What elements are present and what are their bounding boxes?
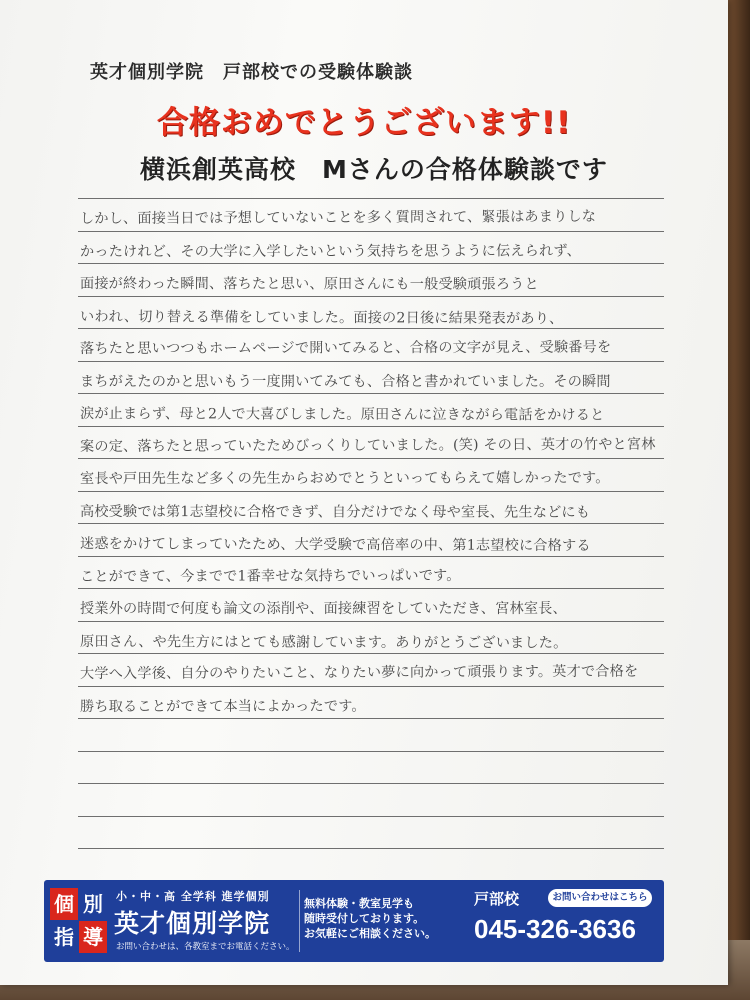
phone-number: 045-326-3636: [474, 914, 636, 944]
ruled-line: [78, 491, 664, 492]
banner-divider: [299, 890, 300, 952]
ruled-line: [78, 653, 664, 654]
ruled-line: [78, 198, 664, 199]
essay-line: 授業外の時間で何度も論文の添削や、面接練習をしていただき、宮林室長、: [80, 601, 567, 617]
inquiry-note: お問い合わせは、各教室までお電話ください。: [116, 942, 295, 952]
ruled-line: [78, 361, 664, 362]
badge-char: 導: [79, 921, 107, 953]
essay-line: いわれ、切り替える準備をしていました。面接の2日後に結果発表があり、: [79, 308, 564, 327]
essay-line: 勝ち取ることができて本当によかったです。: [79, 698, 366, 715]
branch-name: 戸部校: [474, 890, 520, 908]
ruled-line: [78, 393, 664, 394]
ruled-line: [78, 263, 664, 264]
essay-line: 涙が止まらず、母と2人で大喜びしました。原田さんに泣きながら電話をかけると: [79, 406, 605, 424]
ruled-line: [78, 296, 664, 297]
essay-line: 高校受験では第1志望校に合格できず、自分だけでなく母や室長、先生などにも: [79, 503, 591, 521]
essay-line: 大学へ入学後、自分のやりたいこと、なりたい夢に向かって頑張ります。英才で合格を: [79, 663, 639, 682]
essay-subtitle: 横浜創英高校 Mさんの合格体験談です: [140, 155, 608, 184]
essay-line: 迷惑をかけてしまっていたため、大学受験で高倍率の中、第1志望校に合格する: [79, 536, 591, 555]
essay-line: かったけれど、その大学に入学したいという気持ちを思うように伝えられず、: [79, 242, 581, 260]
branch-contact: [472, 888, 658, 954]
ruled-line: [78, 816, 664, 817]
trial-info-line: 随時受付しております。: [304, 912, 425, 925]
ruled-line: [78, 328, 664, 329]
school-name: 英才個別学院: [114, 909, 271, 938]
ruled-line: [78, 718, 664, 719]
essay-line: まちがえたのかと思いもう一度開いてみても、合格と書かれていました。その瞬間: [80, 373, 611, 390]
essay-line: 原田さん、や先生方にはとても感謝しています。ありがとうございました。: [79, 633, 568, 651]
ruled-line: [78, 231, 664, 232]
ruled-line: [78, 426, 664, 427]
school-banner: [44, 880, 664, 962]
essay-line: 案の定、落ちたと思っていたためびっくりしていました。(笑) その日、英才の竹やと宮林: [79, 436, 656, 455]
ruled-line: [78, 458, 664, 459]
essay-line: 室長や戸田先生など多くの先生からおめでとうといってもらえて嬉しかったです。: [79, 470, 610, 487]
ruled-line: [78, 523, 664, 524]
essay-line: ことができて、今までで1番幸せな気持ちでいっぱいです。: [79, 567, 461, 585]
ruled-line: [78, 686, 664, 687]
ruled-line: [78, 783, 664, 784]
congrats-headline: 合格おめでとうございます!!: [156, 105, 572, 141]
essay-line: しかし、面接当日では予想していないことを多く質問されて、緊張はあまりしな: [79, 208, 597, 227]
ruled-line: [78, 621, 664, 622]
badge-char: 指: [50, 921, 78, 953]
trial-info-line: お気軽にご相談ください。: [304, 927, 436, 940]
ruled-line: [78, 556, 664, 557]
school-tagline: 小・中・高 全学科 進学個別: [116, 890, 270, 903]
ruled-line: [78, 751, 664, 752]
essay-line: 落ちたと思いつつもホームページで開いてみると、合格の文字が見え、受験番号を: [79, 339, 612, 357]
essay-line: 面接が終わった瞬間、落ちたと思い、原田さんにも一般受験頑張ろうと: [79, 276, 539, 293]
trial-info: [304, 896, 464, 941]
kobetsu-shidou-badge: [50, 888, 108, 954]
badge-char: 個: [50, 888, 78, 920]
badge-char: 別: [79, 888, 107, 920]
trial-info-line: 無料体験・教室見学も: [304, 897, 414, 910]
contact-label: お問い合わせはこちら: [548, 889, 652, 907]
page-heading: 英才個別学院 戸部校での受験体験談: [90, 62, 413, 83]
ruled-line: [78, 588, 664, 589]
ruled-line: [78, 848, 664, 849]
handwritten-essay: [78, 192, 664, 862]
